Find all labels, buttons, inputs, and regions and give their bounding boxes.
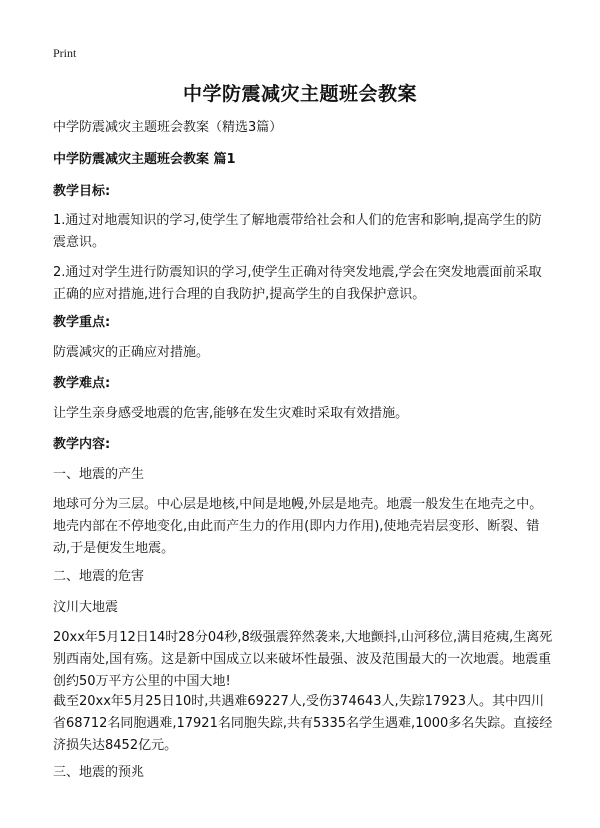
- objective-2: 2.通过对学生进行防震知识的学习,使学生正确对待突发地震,学会在突发地震面前采取正确的应对措施,进行合理的自我防护,提高学生的自我保护意识。: [53, 265, 542, 302]
- objectives-heading: 教学目标:: [53, 184, 111, 199]
- part-2-heading: 二、地震的危害: [53, 569, 145, 584]
- print-link[interactable]: Print: [53, 46, 77, 60]
- part-3-heading: 三、地震的预兆: [53, 765, 145, 780]
- wenchuan-heading: 汶川大地震: [53, 600, 119, 615]
- section-title: 中学防震减灾主题班会教案 篇1: [53, 152, 236, 167]
- wenchuan-text-2: 截至20xx年5月25日10时,共遇难69227人,受伤374643人,失踪17923人。其中四川省68712名同胞遇难,17921名同胞失踪,共有5335名学生遇难,1000多名失踪。直接经济损失达8452亿元。: [53, 694, 553, 753]
- difficulties-heading: 教学难点:: [53, 376, 111, 391]
- document-title: 中学防震减灾主题班会教案: [182, 83, 417, 105]
- objective-1: 1.通过对地震知识的学习,使学生了解地震带给社会和人们的危害和影响,提高学生的防震意识。: [53, 213, 542, 250]
- key-points-text: 防震减灾的正确应对措施。: [53, 345, 210, 360]
- part-1-heading: 一、地震的产生: [53, 467, 145, 482]
- key-points-heading: 教学重点:: [53, 315, 111, 330]
- wenchuan-text-1: 20xx年5月12日14时28分04秒,8级强震猝然袭来,大地颤抖,山河移位,满目疮痍,生离死别西南处,国有殇。这是新中国成立以来破坏性最强、波及范围最大的一次地震。地震重创约50万平方公里的中国大地!: [53, 630, 553, 689]
- content-heading: 教学内容:: [53, 437, 111, 452]
- difficulties-text: 让学生亲身感受地震的危害,能够在发生灾难时采取有效措施。: [53, 406, 409, 421]
- part-1-text: 地球可分为三层。中心层是地核,中间是地幔,外层是地壳。地震一般发生在地壳之中。地壳内部在不停地变化,由此而产生力的作用(即内力作用),使地壳岩层变形、断裂、错动,于是便发生地震。: [53, 497, 543, 556]
- document-subtitle: 中学防震减灾主题班会教案（精选3篇）: [53, 120, 283, 135]
